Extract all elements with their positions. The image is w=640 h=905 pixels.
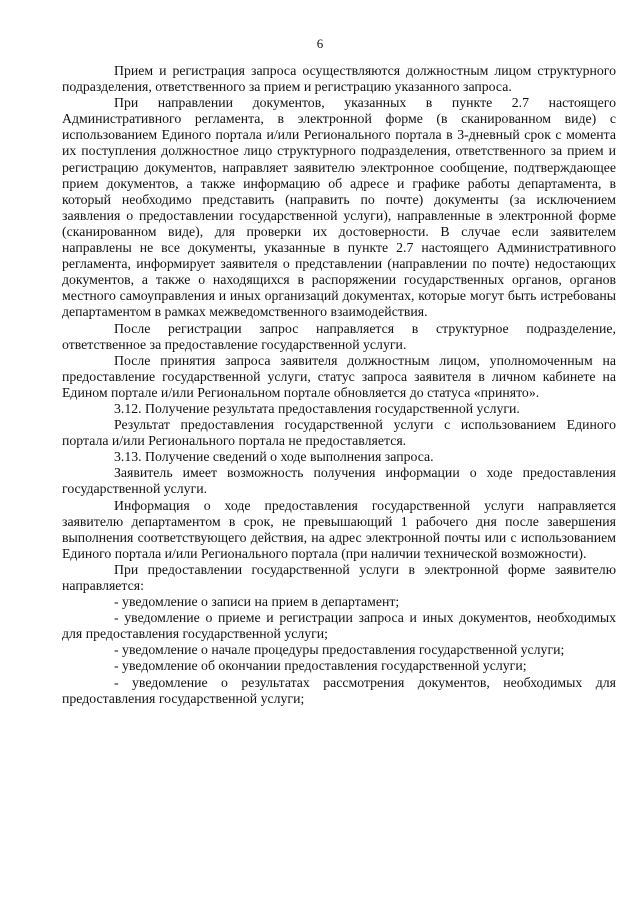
paragraph: После регистрации запрос направляется в структурное подразделение, ответственное за предоставление государственной услуги. — [62, 320, 616, 352]
paragraph: При предоставлении государственной услуги в электронной форме заявителю направляется: — [62, 561, 616, 593]
paragraph: Заявитель имеет возможность получения информации о ходе предоставления государственной услуги. — [62, 465, 616, 497]
list-item: - уведомление о записи на прием в департамент; — [114, 594, 400, 610]
page-number: 6 — [316, 36, 324, 51]
list-item: - уведомление о приеме и регистрации запроса и иных документов, необходимых для предоставления государственной услуги; — [62, 610, 616, 642]
list-item: - уведомление об окончании предоставления государственной услуги; — [114, 658, 527, 674]
list-item: - уведомление о результатах рассмотрения документов, необходимых для предоставления государственной услуги; — [62, 674, 616, 706]
document-body — [62, 63, 616, 707]
paragraph: Результат предоставления государственной услуги с использованием Единого портала и/или Регионального портала не предоставляется. — [62, 417, 616, 449]
paragraph: При направлении документов, указанных в пункте 2.7 настоящего Административного регламента, в электронной форме (в сканированном виде) с использованием Единого портала и/или Регионального портала в 3-дневный срок с момента их поступления должностное лицо структурного подразделения, ответственного за прием и регистрацию документов, направляет заявителю электронное сообщение, подтверждающее прием документов, а также информацию об адресе и графике работы департамента, в который необходимо представить (направить по почте) документы (за исключением заявления о предоставлении государственной услуги), направленные в электронной форме (сканированном виде), для проверки их достоверности. В случае если заявителем направлены не все документы, указанные в пункте 2.7 настоящего Административного регламента, информирует заявителя о представлении (направлении по почте) недостающих документов, а также о находящихся в распоряжении государственных органов, органов местного самоуправления и иных организаций документах, которые могут быть истребованы департаментом в рамках межведомственного взаимодействия. — [62, 95, 616, 320]
paragraph: Информация о ходе предоставления государственной услуги направляется заявителю департаментом в срок, не превышающий 1 рабочего дня после завершения выполнения соответствующего действия, на адрес электронной почты или с использованием Единого портала и/или Регионального портала (при наличии технической возможности). — [62, 497, 616, 561]
section-heading: 3.13. Получение сведений о ходе выполнения запроса. — [114, 449, 434, 465]
paragraph: Прием и регистрация запроса осуществляются должностным лицом структурного подразделения, ответственного за прием и регистрацию указанного запроса. — [62, 63, 616, 95]
paragraph: После принятия запроса заявителя должностным лицом, уполномоченным на предоставление государственной услуги, статус запроса заявителя в личном кабинете на Едином портале и/или Региональном портале обновляется до статуса «принято». — [62, 352, 616, 400]
list-item: - уведомление о начале процедуры предоставления государственной услуги; — [114, 642, 565, 658]
section-heading: 3.12. Получение результата предоставления государственной услуги. — [114, 400, 520, 416]
